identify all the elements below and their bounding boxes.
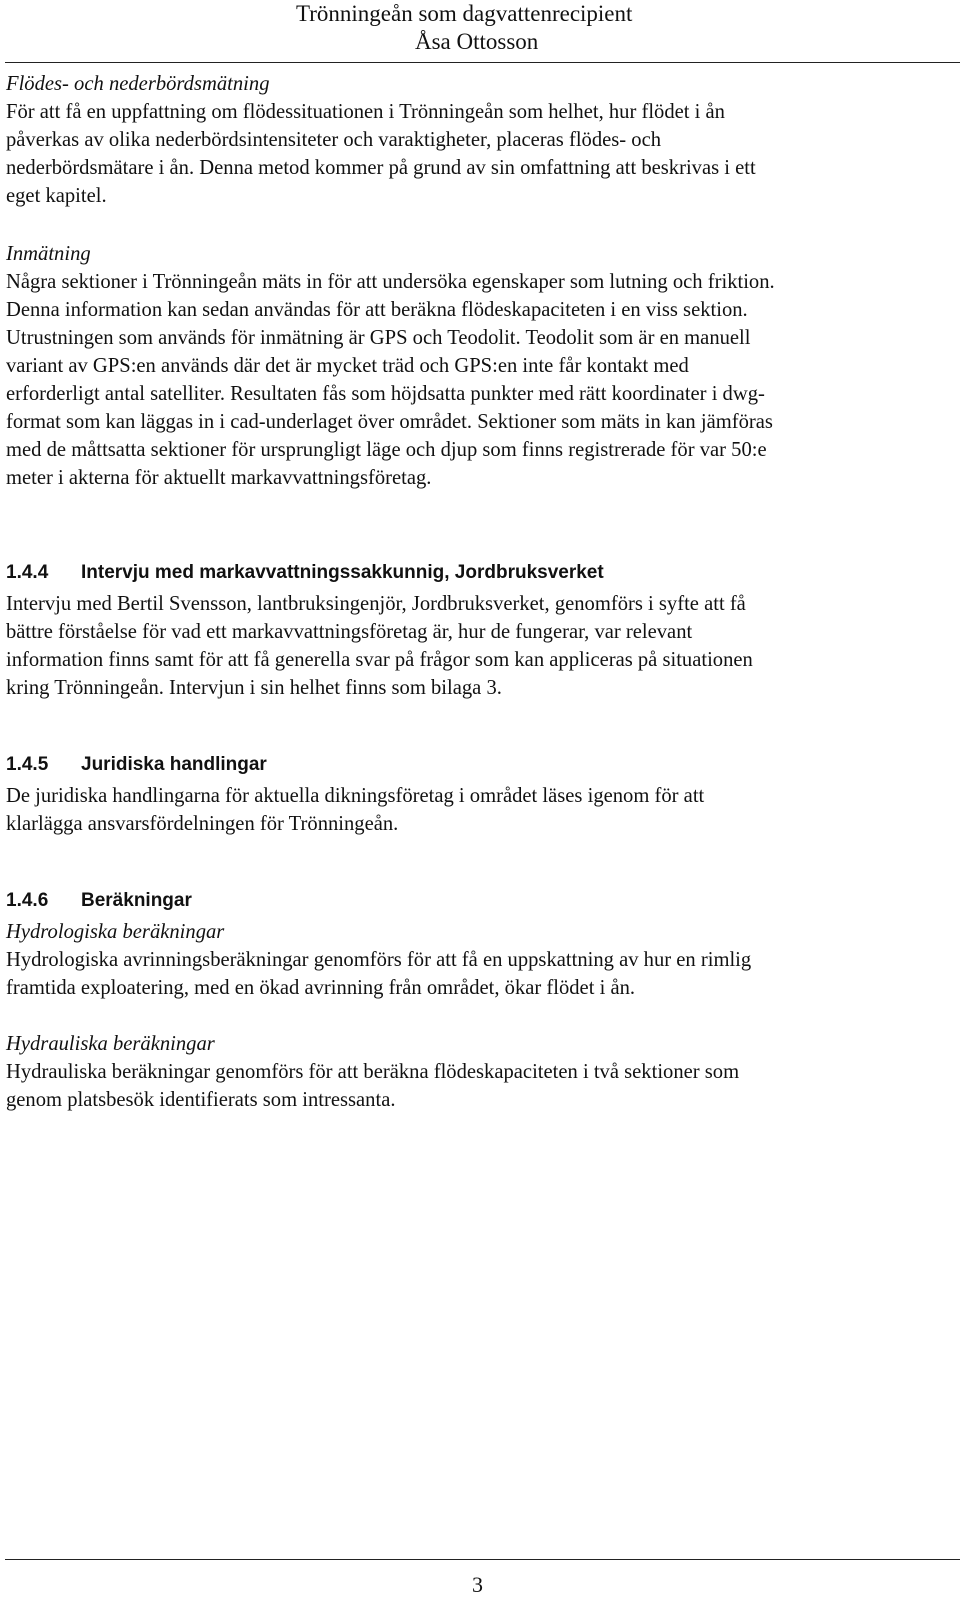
hydraulics-line: genom platsbesök identifierats som intressanta. — [6, 1089, 396, 1111]
hydrology-line: framtida exploatering, med en ökad avrinning från området, ökar flödet i ån. — [6, 977, 636, 999]
subheading-survey: Inmätning — [6, 243, 91, 265]
document-author: Åsa Ottosson — [415, 29, 539, 54]
legal-line: De juridiska handlingarna för aktuella dikningsföretag i området läses igenom för att — [6, 785, 705, 807]
subheading-hydraulics: Hydrauliska beräkningar — [6, 1033, 215, 1055]
interview-line: Intervju med Bertil Svensson, lantbruksingenjör, Jordbruksverket, genomförs i syfte att få — [6, 593, 746, 615]
survey-line: format som kan läggas in i cad-underlaget över området. Sektioner som mäts in kan jämföras — [6, 411, 773, 433]
section-title: Juridiska handlingar — [81, 754, 267, 775]
section-title: Intervju med markavvattningssakkunnig, Jordbruksverket — [81, 562, 604, 583]
subheading-flow: Flödes- och nederbördsmätning — [6, 73, 270, 95]
document-title: Trönningeån som dagvattenrecipient — [296, 1, 633, 26]
header-divider — [5, 62, 960, 63]
page-header — [0, 0, 960, 60]
survey-line: Utrustningen som används för inmätning är GPS och Teodolit. Teodolit som är en manuell — [6, 327, 751, 349]
section-title: Beräkningar — [81, 890, 192, 911]
survey-line: erforderligt antal satelliter. Resultaten fås som höjdsatta punkter med rätt koordinater i dwg- — [6, 383, 765, 405]
section-heading-1-4-5 — [6, 754, 267, 776]
survey-line: Denna information kan sedan användas för att beräkna flödeskapaciteten i en viss sektion. — [6, 299, 748, 321]
flow-line: eget kapitel. — [6, 185, 107, 207]
section-number: 1.4.4 — [6, 562, 49, 583]
hydrology-line: Hydrologiska avrinningsberäkningar genomförs för att få en uppskattning av hur en rimlig — [6, 949, 752, 971]
hydraulics-line: Hydrauliska beräkningar genomförs för att beräkna flödeskapaciteten i två sektioner som — [6, 1061, 740, 1083]
interview-line: kring Trönningeån. Intervjun i sin helhet finns som bilaga 3. — [6, 677, 502, 699]
section-heading-1-4-4 — [6, 562, 604, 584]
survey-line: med de måttsatta sektioner för ursprungligt läge och djup som finns registrerade för var 50:e — [6, 439, 767, 461]
section-number: 1.4.6 — [6, 890, 49, 911]
interview-line: information finns samt för att få generella svar på frågor som kan appliceras på situationen — [6, 649, 753, 671]
section-heading-1-4-6 — [6, 890, 192, 912]
flow-line: nederbördsmätare i ån. Denna metod kommer på grund av sin omfattning att beskrivas i ett — [6, 157, 756, 179]
survey-line: Några sektioner i Trönningeån mäts in för att undersöka egenskaper som lutning och friktion. — [6, 271, 775, 293]
section-number: 1.4.5 — [6, 754, 49, 775]
flow-line: påverkas av olika nederbördsintensiteter och varaktigheter, placeras flödes- och — [6, 129, 662, 151]
subheading-hydrology: Hydrologiska beräkningar — [6, 921, 225, 943]
legal-line: klarlägga ansvarsfördelningen för Trönningeån. — [6, 813, 399, 835]
interview-line: bättre förståelse för vad ett markavvattningsföretag är, hur de fungerar, var relevant — [6, 621, 693, 643]
footer-divider — [5, 1559, 960, 1560]
survey-line: variant av GPS:en används där det är mycket träd och GPS:en inte får kontakt med — [6, 355, 689, 377]
survey-line: meter i akterna för aktuellt markavvattningsföretag. — [6, 467, 432, 489]
page-number: 3 — [472, 1572, 483, 1597]
flow-line: För att få en uppfattning om flödessituationen i Trönningeån som helhet, hur flödet i ån — [6, 101, 725, 123]
